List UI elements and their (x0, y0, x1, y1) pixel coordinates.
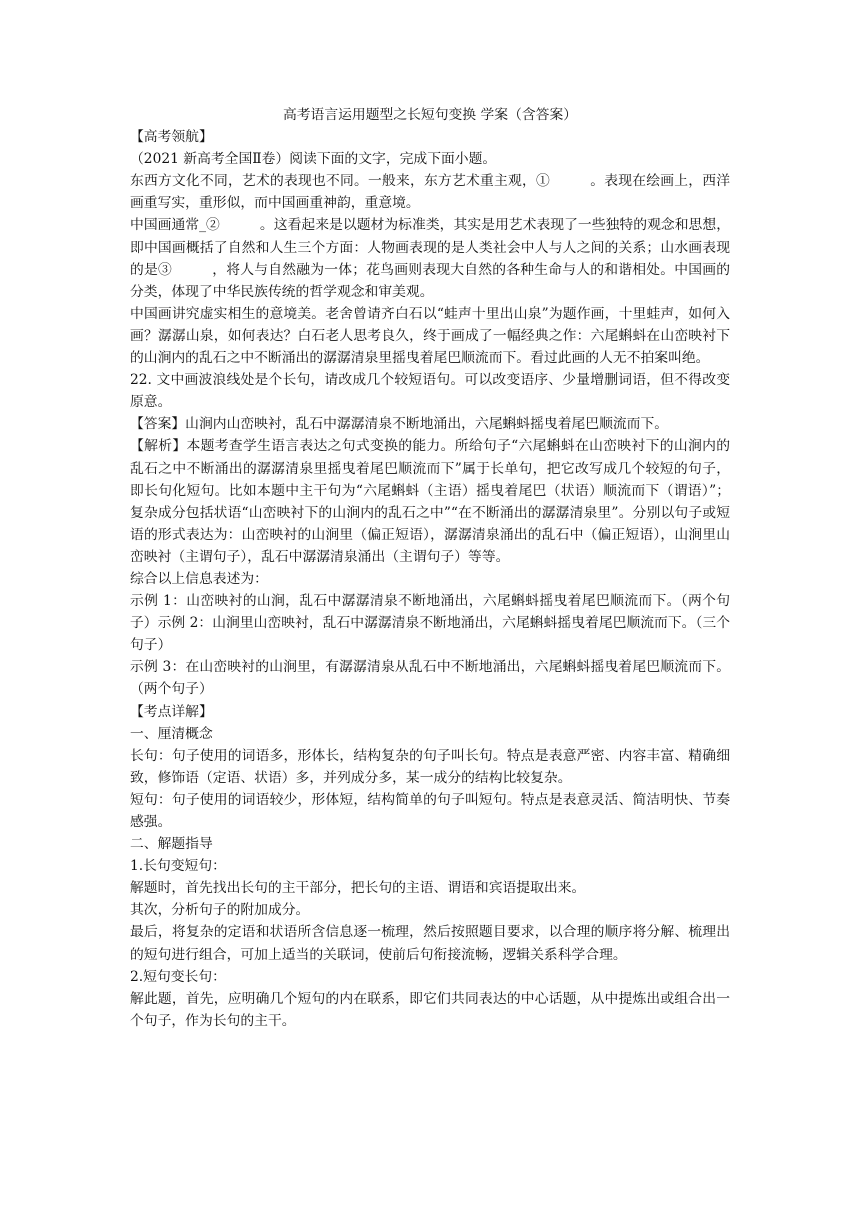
passage-paragraph-3: 中国画讲究虚实相生的意境美。老舍曾请齐白石以“蛙声十里出山泉”为题作画，十里蛙声，如何入画？潺潺山泉，如何表达？白石老人思考良久，终于画成了一幅经典之作：六尾蝌蚪在山峦映衬下的山涧内的乱石之中不断涌出的潺潺清泉里摇曳着尾巴顺流而下。看过此画的人无不拍案叫绝。 (130, 305, 730, 367)
document-title: 高考语言运用题型之长短句变换 学案（含答案） (282, 107, 578, 123)
answer: 【答案】山涧内山峦映衬，乱石中潺潺清泉不断地涌出，六尾蝌蚪摇曳着尾巴顺流而下。 (130, 416, 669, 433)
analysis: 【解析】本题考查学生语言表达之句式变换的能力。所给句子“六尾蝌蚪在山峦映衬下的山涧内的乱石之中不断涌出的潺潺清泉里摇曳着尾巴顺流而下”属于长单句，把它改写成几个较短的句子，即长句化短句。比如本题中主干句为“六尾蝌蚪（主语）摇曳着尾巴（状语）顺流而下（谓语）”；复杂成分包括状语“山峦映衬下的山涧内的乱石之中”“在不断涌出的潺潺清泉里”。分别以句子或短语的形式表达为：山峦映衬的山涧里（偏正短语），潺潺清泉涌出的乱石中（偏正短语），山涧里山峦映衬（主谓句子），乱石中潺潺清泉涌出（主谓句子）等等。 (130, 438, 730, 565)
short-to-long-heading: 2.短句变长句： (130, 968, 226, 985)
document-page (130, 104, 730, 1032)
long-to-short-step-2: 其次，分析句子的附加成分。 (130, 902, 310, 919)
concept-heading: 一、厘清概念 (130, 725, 213, 742)
long-to-short-step-1: 解题时，首先找出长句的主干部分，把长句的主语、谓语和宾语提取出来。 (130, 880, 586, 897)
example-3: 示例 3：在山峦映衬的山涧里，有潺潺清泉从乱石中不断地涌出，六尾蝌蚪摇曳着尾巴顺流而下。（两个句子） (130, 659, 730, 698)
summary-line: 综合以上信息表述为： (130, 570, 268, 587)
examples-1-2: 示例 1：山峦映衬的山涧，乱石中潺潺清泉不断地涌出，六尾蝌蚪摇曳着尾巴顺流而下。（两个句子）示例 2：山涧里山峦映衬，乱石中潺潺清泉不断地涌出，六尾蝌蚪摇曳着尾巴顺流而下。（三个句子） (130, 593, 730, 654)
passage-paragraph-2 (130, 214, 730, 302)
section-heading-details: 【考点详解】 (130, 703, 213, 720)
long-to-short-step-3: 最后，将复杂的定语和状语所含信息逐一梳理，然后按照题目要求，以合理的顺序将分解、梳理出的短句进行组合，可加上适当的关联词，使前后句衔接流畅，逻辑关系科学合理。 (130, 924, 730, 963)
section-heading-gaokao: 【高考领航】 (130, 129, 213, 146)
long-to-short-heading: 1.长句变短句： (130, 858, 226, 875)
long-sentence-definition: 长句：句子使用的词语多，形体长，结构复杂的句子叫长句。特点是表意严密、内容丰富、精确细致，修饰语（定语、状语）多，并列成分多，某一成分的结构比较复杂。 (130, 747, 730, 786)
short-to-long-step-1: 解此题，首先，应明确几个短句的内在联系，即它们共同表达的中心话题，从中提炼出或组合出一个句子，作为长句的主干。 (130, 990, 730, 1029)
passage-p2-part-b: 。这看起来是以题材为标准类，其实是用艺术表现了一些独特的观念和思想，即中国画概括了自然和人生三个方面：人物画表现的是人类社会中人与人之间的关系；山水画表现的是③ (130, 217, 730, 278)
passage-p2-part-c: ，将人与自然融为一体；花鸟画则表现大自然的各种生命与人的和谐相处。中国画的分类，体现了中华民族传统的哲学观念和审美观。 (130, 261, 730, 300)
passage-p2-part-a: 中国画通常_② (130, 217, 220, 234)
guide-heading: 二、解题指导 (130, 836, 213, 853)
passage-p1-part-b: 。表现在绘画上，西洋画重写实，重形似，而中国画重神韵，重意境。 (130, 173, 730, 212)
short-sentence-definition: 短句：句子使用的词语较少，形体短，结构简单的句子叫短句。特点是表意灵活、简洁明快、节奏感强。 (130, 791, 730, 830)
passage-paragraph-1 (130, 170, 730, 214)
question-source: （2021 新高考全国Ⅱ卷）阅读下面的文字，完成下面小题。 (130, 151, 497, 168)
question-22: 22. 文中画波浪线处是个长句，请改成几个较短语句。可以改变语序、少量增删词语，但不得改变原意。 (130, 372, 730, 411)
passage-p1-part-a: 东西方文化不同，艺术的表现也不同。一般来，东方艺术重主观，① (130, 173, 550, 190)
